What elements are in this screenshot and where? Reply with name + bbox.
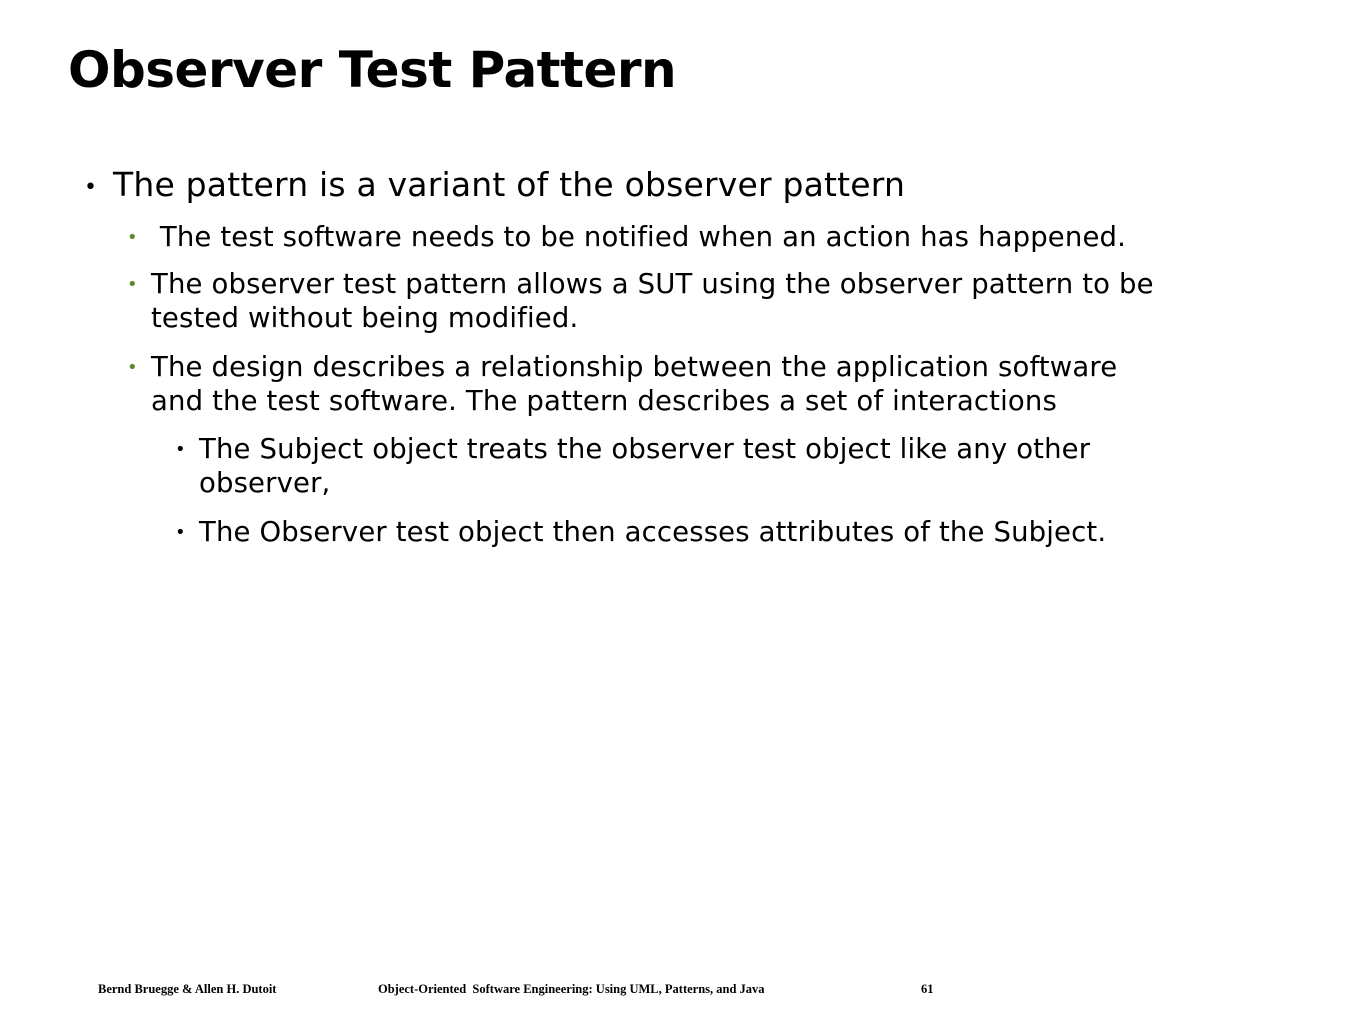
bullet-dot: •: [175, 439, 186, 460]
bullet-text-line-2: and the test software. The pattern describes a set of interactions: [151, 385, 1057, 417]
footer-book-title: Object-Oriented Software Engineering: Using UML, Patterns, and Java: [378, 982, 765, 996]
bullet-dot: •: [84, 175, 97, 200]
slide-title: Observer Test Pattern: [68, 41, 677, 99]
bullet-dot: •: [127, 357, 138, 378]
bullet-item-5: [175, 432, 1090, 500]
bullet-item-2: [127, 220, 1126, 254]
bullet-text: The pattern is a variant of the observer pattern: [113, 165, 906, 204]
footer-authors: Bernd Bruegge & Allen H. Dutoit: [98, 982, 277, 996]
bullet-dot: •: [127, 274, 138, 295]
bullet-text-line-1: The observer test pattern allows a SUT using the observer pattern to be: [151, 268, 1154, 300]
bullet-item-1: [84, 165, 906, 204]
bullet-item-6: [175, 515, 1106, 549]
bullet-dot: •: [175, 522, 186, 543]
bullet-dot: •: [127, 227, 138, 248]
bullet-text: The Observer test object then accesses attributes of the Subject.: [199, 516, 1107, 548]
bullet-text-line-1: The design describes a relationship between the application software: [151, 351, 1118, 383]
bullet-item-4: [127, 350, 1117, 418]
bullet-text-line-1: The Subject object treats the observer test object like any other: [199, 433, 1091, 465]
bullet-item-3: [127, 267, 1154, 335]
bullet-text: The test software needs to be notified when an action has happened.: [151, 221, 1127, 253]
bullet-text-line-2: tested without being modified.: [151, 302, 579, 334]
footer-page-number: 61: [921, 982, 934, 996]
bullet-text-line-2: observer,: [199, 467, 331, 499]
